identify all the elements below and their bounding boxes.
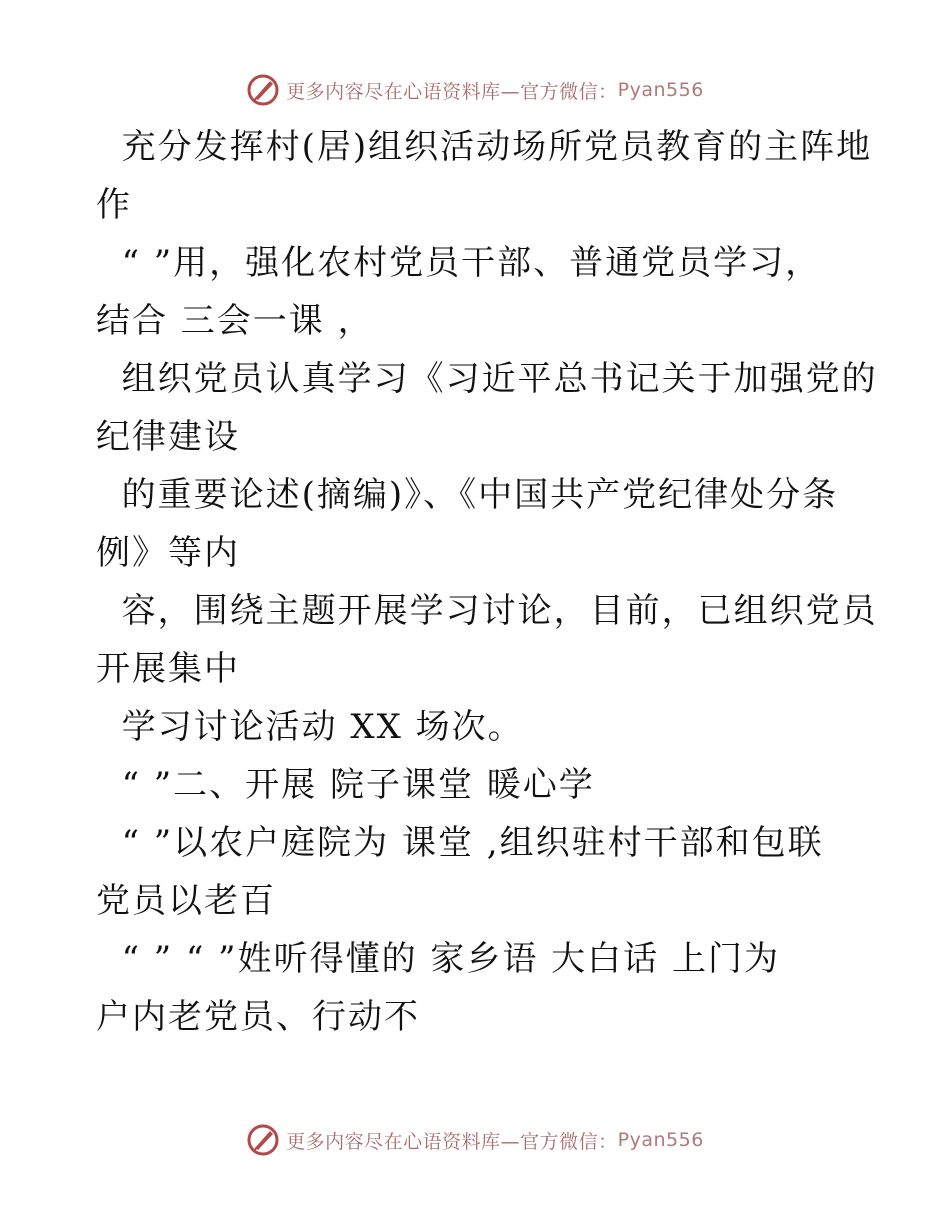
body-line: 学习讨论活动 XX 场次。 <box>96 707 524 747</box>
body-line: 充分发挥村(居)组织活动场所党员教育的主阵地 <box>96 127 873 167</box>
body-line: 开展集中 <box>96 649 240 689</box>
body-line: “ ”以农户庭院为 课堂 ,组织驻村干部和包联 <box>96 823 824 863</box>
body-line: “ ” “ ”姓听得懂的 家乡语 大白话 上门为 <box>96 939 780 979</box>
watermark-text: 更多内容尽在心语资料库—官方微信： <box>286 1130 618 1153</box>
watermark-text: 更多内容尽在心语资料库—官方微信： <box>286 80 618 103</box>
body-line: 例》等内 <box>96 533 240 573</box>
quill-logo-icon <box>246 1123 280 1157</box>
quill-logo-icon <box>246 73 280 107</box>
watermark-wechat-id: Pyan556 <box>617 1129 704 1151</box>
body-line: 党员以老百 <box>96 881 276 921</box>
document-body <box>96 118 876 1046</box>
body-line: 户内老党员、行动不 <box>96 997 420 1037</box>
watermark-wechat-id: Pyan556 <box>617 79 704 101</box>
watermark-header <box>0 70 950 110</box>
body-line: 结合 三会一课 ， <box>96 301 374 341</box>
body-line: 的重要论述(摘编)》、《中国共产党纪律处分条 <box>96 475 839 515</box>
body-line: 组织党员认真学习《习近平总书记关于加强党的 <box>96 359 878 399</box>
body-line: 容，围绕主题开展学习讨论，目前，已组织党员 <box>96 591 878 631</box>
body-line: 纪律建设 <box>96 417 240 457</box>
body-line: “ ”二、开展 院子课堂 暖心学 <box>96 765 595 805</box>
body-line: “ ”用，强化农村党员干部、普通党员学习， <box>96 243 822 283</box>
watermark-footer <box>0 1120 950 1160</box>
body-line: 作 <box>96 185 132 225</box>
